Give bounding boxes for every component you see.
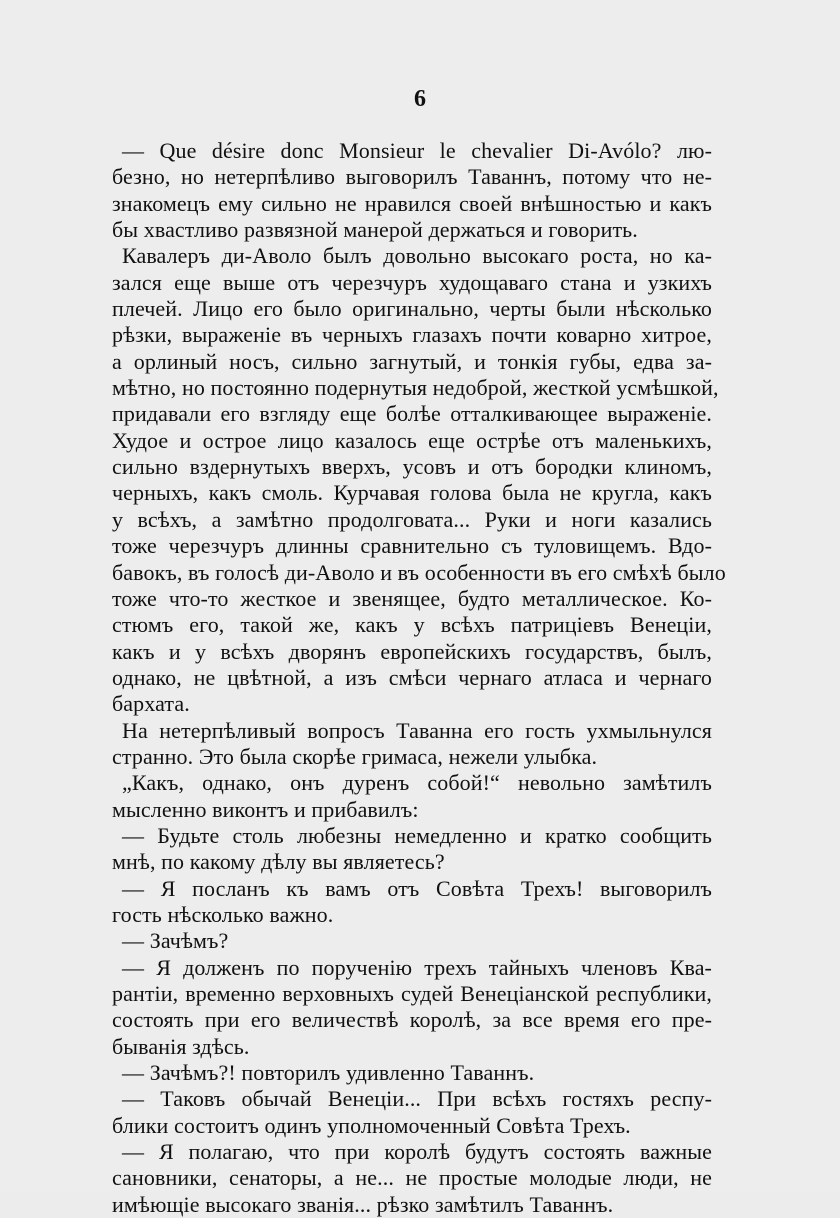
- text-line: безно, но нетерпѣливо выговорилъ Таваннъ, потому что не-: [112, 164, 712, 190]
- paragraph: [112, 955, 712, 1060]
- text-line: — Будьте столь любезны немедленно и кратко сообщить: [122, 822, 712, 848]
- text-body: [112, 138, 726, 1218]
- paragraph: [112, 1086, 712, 1139]
- text-line: черныхъ, какъ смоль. Курчавая голова была не кругла, какъ: [112, 480, 712, 506]
- text-line: тоже черезчуръ длинны сравнительно съ туловищемъ. Вдо-: [112, 533, 712, 559]
- text-line: стюмъ его, такой же, какъ у всѣхъ патриціевъ Венеціи,: [112, 612, 712, 638]
- paragraph: [112, 823, 712, 876]
- text-line: быванія здѣсь.: [112, 1033, 250, 1059]
- paragraph: [112, 718, 712, 771]
- text-line: зался еще выше отъ черезчуръ худощаваго стана и узкихъ: [112, 269, 712, 295]
- text-line: бы хвастливо развязной манерой держаться и говорить.: [112, 217, 638, 243]
- text-line: а орлиный носъ, сильно загнутый, и тонкія губы, едва за-: [112, 348, 712, 374]
- text-line: На нетерпѣливый вопросъ Таванна его гость ухмыльнулся: [122, 717, 712, 743]
- text-line: странно. Это была скорѣе гримаса, нежели улыбка.: [112, 743, 598, 769]
- text-line: мѣтно, но постоянно подернутыя недоброй, жесткой усмѣшкой,: [112, 375, 719, 401]
- text-line: плечей. Лицо его было оригинально, черты были нѣсколько: [112, 296, 712, 322]
- text-line: — Зачѣмъ?: [122, 928, 229, 954]
- paragraph: [112, 1139, 712, 1218]
- text-line: гость нѣсколько важно.: [112, 901, 334, 927]
- text-line: придавали его взгляду еще болѣе отталкивающее выраженіе.: [112, 401, 712, 427]
- paragraph: [112, 770, 712, 823]
- paragraph: [112, 928, 712, 954]
- paragraph: [112, 876, 712, 929]
- page-number: 6: [414, 86, 426, 112]
- paragraph: [112, 243, 726, 717]
- text-line: блики состоитъ одинъ уполномоченный Совѣта Трехъ.: [112, 1112, 631, 1138]
- text-line: имѣющіе высокаго званія... рѣзко замѣтилъ Таваннъ.: [112, 1191, 614, 1217]
- text-line: знакомецъ ему сильно не нравился своей внѣшностью и какъ: [112, 190, 712, 216]
- text-line: какъ и у всѣхъ дворянъ европейскихъ государствъ, былъ,: [112, 638, 712, 664]
- text-line: — Зачѣмъ?! повторилъ удивленно Таваннъ.: [122, 1060, 535, 1086]
- text-line: состоять при его величествѣ королѣ, за все время его пре-: [112, 1007, 712, 1033]
- text-line: тоже что-то жесткое и звенящее, будто металлическое. Ко-: [112, 585, 712, 611]
- text-line: — Я посланъ къ вамъ отъ Совѣта Трехъ! выговорилъ: [122, 875, 712, 901]
- text-line: мысленно виконтъ и прибавилъ:: [112, 796, 419, 822]
- text-line: бархата.: [112, 691, 190, 717]
- text-line: рѣзки, выраженіе въ черныхъ глазахъ почти коварно хитрое,: [112, 322, 712, 348]
- text-line: Худое и острое лицо казалось еще острѣе отъ маленькихъ,: [112, 427, 712, 453]
- paragraph: [112, 1060, 712, 1086]
- text-line: бавокъ, въ голосѣ ди-Аволо и въ особенности въ его смѣхѣ было: [112, 559, 726, 585]
- text-line: у всѣхъ, а замѣтно продолговата... Руки и ноги казались: [112, 506, 712, 532]
- text-line: — Я долженъ по порученію трехъ тайныхъ членовъ Ква-: [122, 954, 712, 980]
- text-line: сановники, сенаторы, а не... не простые молодые люди, не: [112, 1165, 712, 1191]
- text-line: Кавалеръ ди-Аволо былъ довольно высокаго роста, но ка-: [122, 243, 712, 269]
- text-line: — Я полагаю, что при королѣ будутъ состоять важные: [122, 1139, 712, 1165]
- text-line: — Que désire donc Monsieur le chevalier Di-Avólo? лю-: [122, 138, 712, 163]
- text-line: „Какъ, однако, онъ дуренъ собой!“ невольно замѣтилъ: [122, 770, 712, 796]
- text-line: рантіи, временно верховныхъ судей Венеціанской республики,: [112, 981, 712, 1006]
- text-line: однако, не цвѣтной, а изъ смѣси чернаго атласа и чернаго: [112, 664, 712, 690]
- text-line: сильно вздернутыхъ вверхъ, усовъ и отъ бородки клиномъ,: [112, 454, 712, 480]
- text-line: мнѣ, по какому дѣлу вы являетесь?: [112, 849, 445, 875]
- text-line: — Таковъ обычай Венеціи... При всѣхъ гостяхъ респу-: [122, 1086, 712, 1112]
- paragraph: [112, 138, 712, 243]
